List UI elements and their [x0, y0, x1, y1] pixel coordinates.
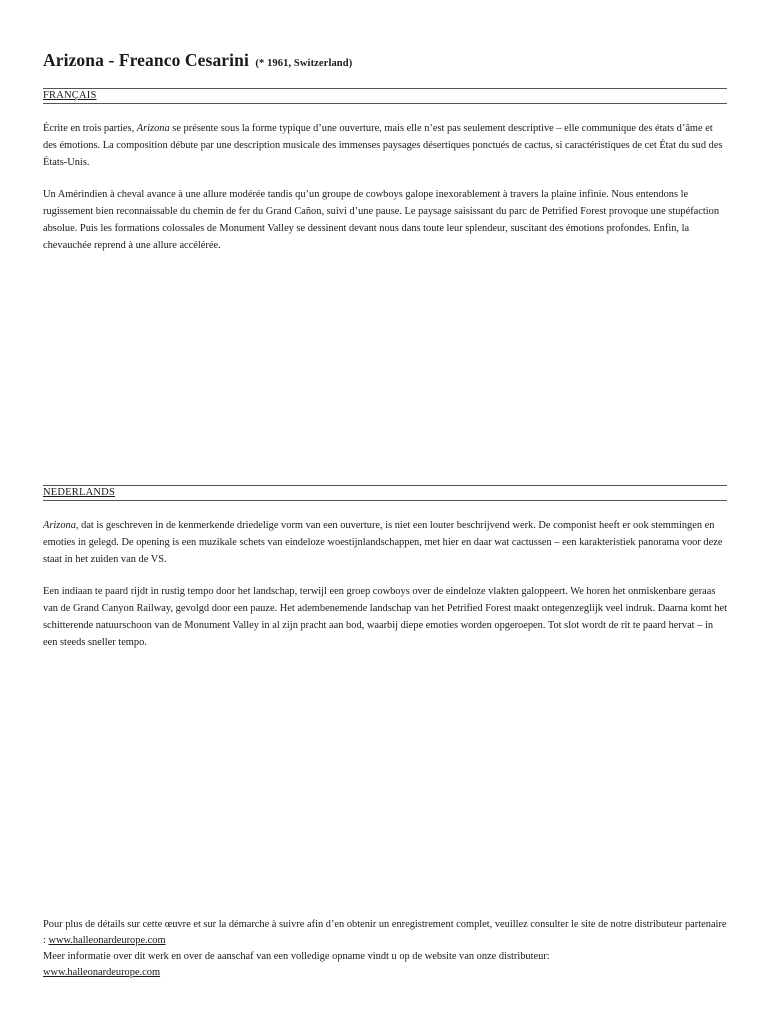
paragraph-italic-title: Arizona — [136, 123, 170, 134]
section-heading-francais — [43, 88, 727, 104]
paragraph-nl-2 — [43, 583, 727, 651]
footer-note — [43, 917, 727, 981]
paragraph-text: , dat is geschreven in de kenmerkende driedelige vorm van een ouverture, is niet een louter beschrijvend werk. De componist heeft er ook stemmingen en emoties in gelegd. De opening is een muzikale schets van eindeloze woestijnlandschappen, met hier en daar wat cactussen – een karakteristiek panorama voor deze staat in het zuiden van de VS. — [43, 520, 723, 565]
section-heading-label: NEDERLANDS — [43, 487, 115, 498]
section-heading-nederlands — [43, 485, 727, 501]
paragraph-text: Een indiaan te paard rijdt in rustig tempo door het landschap, terwijl een groep cowboys over de eindeloze vlakten galoppeert. We horen het onmiskenbare geraas van de Grand Canyon Railway, gevolgd door een pauze. Het adembenemende landschap van het Petrified Forest maakt ontegenzeglijk veel indruk. Daarna komt het schitterende natuurschoon van de Monument Valley in al zijn pracht aan bod, waarbij diepe emoties worden opgeroepen. Tot slot wordt de rit te paard hervat – in een steeds sneller tempo. — [43, 586, 728, 648]
footer-nl-text: Meer informatie over dit werk en over de aanschaf van een volledige opname vindt u op de website van onze distributeur: — [43, 951, 550, 962]
footer-fr-text: Pour plus de détails sur cette œuvre et sur la démarche à suivre afin d’en obtenir un enregistrement complet, veuillez consulter le site de notre distributeur partenaire : — [43, 919, 727, 946]
paragraph-fr-1 — [43, 120, 727, 171]
section-heading-label: FRANÇAIS — [43, 90, 97, 101]
paragraph-nl-1 — [43, 517, 727, 568]
document-page — [43, 0, 727, 1024]
page-title — [43, 50, 352, 71]
paragraph-fr-2 — [43, 186, 727, 254]
paragraph-text: Un Amérindien à cheval avance à une allure modérée tandis qu’un groupe de cowboys galope inexorablement à travers la plaine infinie. Nous entendons le rugissement bien reconnaissable du chemin de fer du Grand Cañon, suivi d’une pause. Le paysage saisissant du parc de Petrified Forest provoque une stupéfaction absolue. Puis les formations colossales de Monument Valley se dessinent devant nous dans toute leur splendeur, suscitant des émotions profondes. Enfin, la chevauchée reprend à une allure accélérée. — [43, 189, 720, 251]
paragraph-text: Écrite en trois parties, — [43, 123, 137, 134]
title-subtitle: (* 1961, Switzerland) — [255, 58, 353, 69]
distributor-link-fr[interactable]: www.halleonardeurope.com — [48, 935, 166, 946]
title-text: Arizona - Freanco Cesarini — [43, 50, 249, 70]
paragraph-text: se présente sous la forme typique d’une ouverture, mais elle n’est pas seulement descriptive – elle communique des états d’âme et des émotions. La composition débute par une description musicale des immenses paysages désertiques ponctués de cactus, si caractéristiques de cet État du sud des États-Unis. — [43, 123, 723, 168]
distributor-link-nl[interactable]: www.halleonardeurope.com — [43, 967, 161, 978]
paragraph-italic-title: Arizona — [43, 520, 76, 531]
